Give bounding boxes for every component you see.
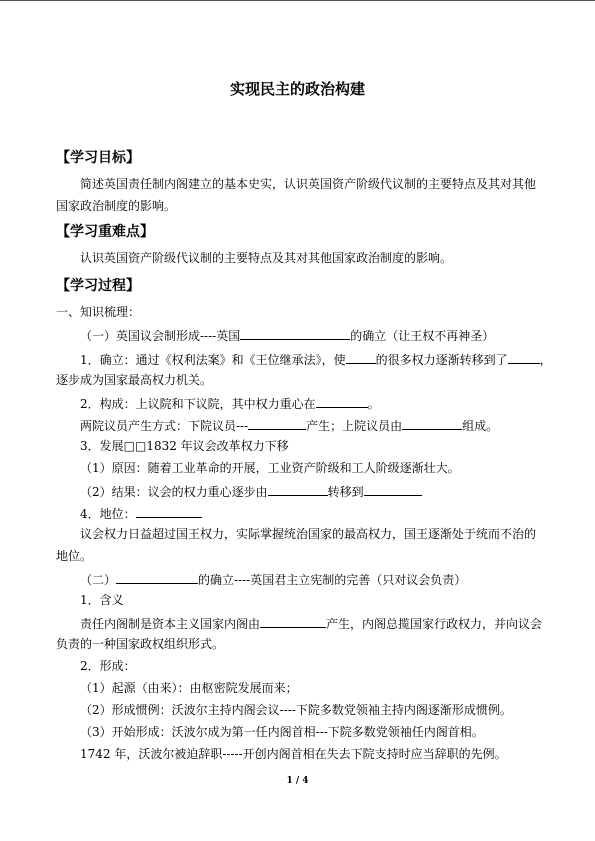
knowledge-heading: 一、知识梳理：: [56, 305, 141, 319]
meaning-line-1: [80, 615, 542, 632]
part1-heading-prefix: （一）英国议会制形成----英国: [80, 329, 241, 343]
item-4-text: 4．地位：: [80, 507, 136, 521]
custom-line: （2）形成惯例：沃波尔主持内阁会议----下院多数党领袖主持内阁逐渐形成惯例。: [80, 703, 512, 717]
item-1-line: [80, 351, 552, 368]
blank-underline: [402, 417, 462, 430]
part1-heading-suffix: 的确立（让王权不再神圣）: [350, 329, 495, 343]
blank-underline: [136, 505, 202, 518]
members-text-a: 两院议员产生方式：下院议员---: [80, 419, 249, 433]
result-line: [80, 483, 422, 500]
members-text-c: 组成。: [462, 419, 499, 433]
blank-underline: [364, 483, 422, 496]
status-text-line-2: 地位。: [56, 549, 93, 563]
item-1-text-c: ，: [539, 353, 552, 367]
page-number: 1 / 4: [286, 776, 309, 786]
formation-heading: 2．形成：: [80, 659, 136, 673]
blank-underline: [268, 483, 328, 496]
top-border-line: [0, 0, 595, 1]
meaning-text-a: 责任内阁制是资本主义国家内阁由: [80, 617, 261, 631]
members-line: [80, 417, 498, 434]
resignation-1742-line: 1742 年，沃波尔被迫辞职-----开创内阁首相在失去下院支持时应当辞职的先例。: [80, 747, 507, 761]
item-2-text-b: 。: [367, 397, 380, 411]
section-heading-process: 【学习过程】: [56, 278, 140, 294]
key-points-text: 认识英国资产阶级代议制的主要特点及其对其他国家政治制度的影响。: [80, 251, 453, 265]
section-heading-key-points: 【学习重难点】: [56, 224, 154, 240]
missing-glyph-boxes: □□: [123, 439, 147, 453]
blank-underline: [316, 395, 368, 408]
item-1-text-b: 的很多权力逐渐转移到了: [375, 353, 508, 367]
item-3-line: [80, 439, 289, 454]
blank-underline: [508, 351, 540, 364]
goal-text-line-1: 简述英国责任制内阁建立的基本史实，认识英国资产阶级代议制的主要特点及其对其他: [80, 177, 537, 191]
document-title: 实现民主的政治构建: [229, 80, 365, 98]
item-2-line: [80, 395, 380, 412]
cause-line: （1）原因：随着工业革命的开展，工业资产阶级和工人阶级逐渐壮大。: [80, 461, 460, 475]
meaning-heading: 1．含义: [80, 593, 124, 607]
meaning-text-b: 产生，内阁总揽国家行政权力，并向议会: [326, 617, 543, 631]
item-1-text-a: 1．确立：通过《权利法案》和《王位继承法》，使: [80, 353, 346, 367]
item-4-line: [80, 505, 202, 522]
result-text-a: （2）结果：议会的权力重心逐步由: [80, 485, 268, 499]
blank-underline: [240, 327, 350, 340]
status-text-line-1: 议会权力日益超过国王权力，实际掌握统治国家的最高权力，国王逐渐处于统而不治的: [80, 527, 537, 541]
result-text-b: 转移到: [327, 485, 364, 499]
goal-text-line-2: 国家政治制度的影响。: [56, 199, 177, 213]
blank-underline: [260, 615, 326, 628]
item-3-text-a: 3．发展: [80, 439, 124, 453]
meaning-line-2: 负责的一种国家政权组织形式。: [56, 637, 225, 651]
start-line: （3）开始形成：沃波尔成为第一任内阁首相---下院多数党领袖任内阁首相。: [80, 725, 484, 739]
item-1-continuation: 逐步成为国家最高权力机关。: [56, 373, 213, 387]
part2-heading-prefix: （二）: [80, 573, 117, 587]
item-2-text-a: 2．构成：上议院和下议院，其中权力重心在: [80, 397, 316, 411]
members-text-b: 产生；上院议员由: [306, 419, 403, 433]
item-3-text-b: 1832 年议会改革权力下移: [146, 439, 289, 453]
part2-heading: [80, 571, 466, 588]
blank-underline: [248, 417, 306, 430]
section-heading-goals: 【学习目标】: [56, 150, 140, 166]
blank-underline: [346, 351, 376, 364]
blank-underline: [116, 571, 198, 584]
origin-line: （1）起源（由来）：由枢密院发展而来；: [80, 681, 298, 695]
part2-heading-suffix: 的确立----英国君主立宪制的完善（只对议会负责）: [198, 573, 467, 587]
part1-heading: [80, 327, 494, 344]
